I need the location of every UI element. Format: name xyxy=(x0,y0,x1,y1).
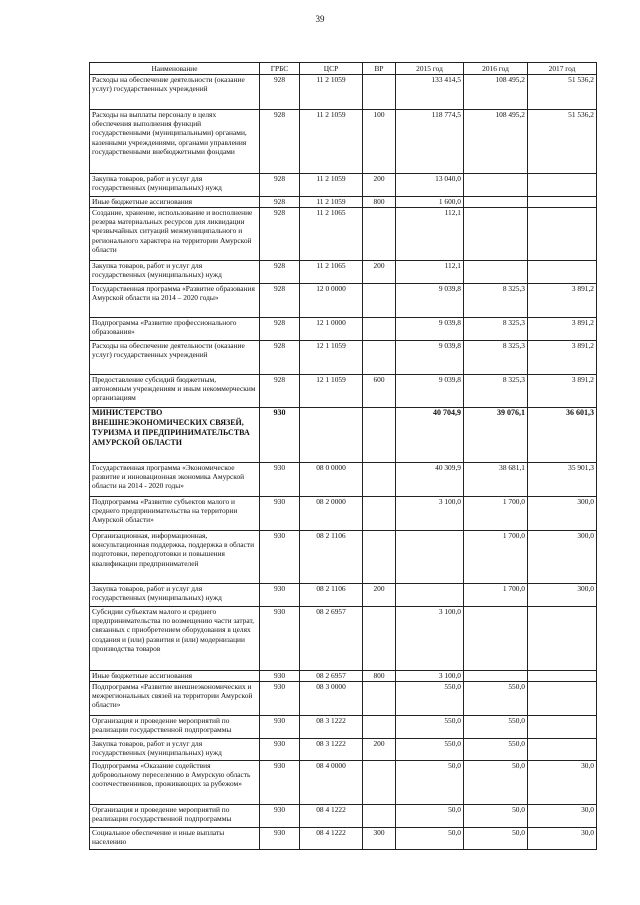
table-row xyxy=(90,408,597,463)
row-grbs-cell: 930 xyxy=(260,463,300,497)
row-2017-cell xyxy=(528,739,597,761)
row-2015-cell: 550,0 xyxy=(396,716,464,739)
table-row xyxy=(90,607,597,671)
row-2015-cell: 550,0 xyxy=(396,682,464,716)
row-vr-cell: 200 xyxy=(363,261,396,284)
budget-table xyxy=(89,62,597,850)
row-2016-cell xyxy=(464,671,528,682)
row-vr-cell: 300 xyxy=(363,828,396,850)
row-grbs-cell: 930 xyxy=(260,497,300,531)
row-grbs-cell: 928 xyxy=(260,174,300,197)
row-2016-cell: 108 495,2 xyxy=(464,110,528,174)
table-row xyxy=(90,197,597,208)
row-2015-cell xyxy=(396,531,464,584)
row-csr-cell: 11 2 1059 xyxy=(300,75,363,110)
row-2016-cell: 8 325,3 xyxy=(464,284,528,318)
row-name-cell: Организация и проведение мероприятий по реализации государственной подпрограммы xyxy=(90,716,260,739)
table-row xyxy=(90,375,597,408)
row-csr-cell: 08 3 1222 xyxy=(300,716,363,739)
row-2017-cell: 36 601,3 xyxy=(528,408,597,463)
row-csr-cell: 11 2 1059 xyxy=(300,110,363,174)
row-vr-cell xyxy=(363,682,396,716)
table-row xyxy=(90,284,597,318)
row-csr-cell: 08 3 0000 xyxy=(300,682,363,716)
row-name-cell: Расходы на выплаты персоналу в целях обеспечения выполнения функций государственными (муниципальными) органами, казенными учреждениями, органами управления государственными внебюджетными фондами xyxy=(90,110,260,174)
row-csr-cell: 11 2 1065 xyxy=(300,261,363,284)
row-grbs-cell: 928 xyxy=(260,375,300,408)
row-2017-cell: 300,0 xyxy=(528,531,597,584)
table-row xyxy=(90,110,597,174)
row-vr-cell xyxy=(363,284,396,318)
header-name: Наименование xyxy=(90,63,260,75)
row-2017-cell: 3 891,2 xyxy=(528,284,597,318)
row-2017-cell xyxy=(528,174,597,197)
row-csr-cell: 08 3 1222 xyxy=(300,739,363,761)
row-csr-cell xyxy=(300,408,363,463)
table-row xyxy=(90,828,597,850)
row-csr-cell: 12 1 1059 xyxy=(300,341,363,375)
row-csr-cell: 08 2 6957 xyxy=(300,671,363,682)
row-2015-cell: 112,1 xyxy=(396,261,464,284)
row-csr-cell: 08 0 0000 xyxy=(300,463,363,497)
table-header-row xyxy=(90,63,597,75)
row-vr-cell: 100 xyxy=(363,110,396,174)
row-grbs-cell: 930 xyxy=(260,531,300,584)
table-row xyxy=(90,761,597,805)
row-2016-cell: 8 325,3 xyxy=(464,318,528,341)
row-csr-cell: 08 2 1106 xyxy=(300,531,363,584)
row-2015-cell: 3 100,0 xyxy=(396,671,464,682)
row-csr-cell: 12 1 0000 xyxy=(300,318,363,341)
row-grbs-cell: 930 xyxy=(260,805,300,828)
row-grbs-cell: 928 xyxy=(260,110,300,174)
table-row xyxy=(90,341,597,375)
table-row xyxy=(90,261,597,284)
row-2016-cell: 8 325,3 xyxy=(464,341,528,375)
table-row xyxy=(90,682,597,716)
row-2017-cell: 51 536,2 xyxy=(528,110,597,174)
row-name-cell: Социальное обеспечение и иные выплаты населению xyxy=(90,828,260,850)
row-2016-cell: 8 325,3 xyxy=(464,375,528,408)
table-row xyxy=(90,497,597,531)
table-row xyxy=(90,174,597,197)
row-2017-cell xyxy=(528,671,597,682)
row-2015-cell: 9 039,8 xyxy=(396,284,464,318)
row-2015-cell: 112,1 xyxy=(396,208,464,261)
row-grbs-cell: 930 xyxy=(260,716,300,739)
row-2016-cell xyxy=(464,208,528,261)
row-2017-cell: 30,0 xyxy=(528,761,597,805)
row-vr-cell xyxy=(363,318,396,341)
row-2017-cell xyxy=(528,208,597,261)
row-vr-cell xyxy=(363,463,396,497)
row-name-cell: Подпрограмма «Развитие профессионального образования» xyxy=(90,318,260,341)
row-name-cell: Закупка товаров, работ и услуг для государственных (муниципальных) нужд xyxy=(90,261,260,284)
row-2017-cell xyxy=(528,607,597,671)
row-vr-cell xyxy=(363,607,396,671)
row-name-cell: Государственная программа «Развитие образования Амурской области на 2014 – 2020 годы» xyxy=(90,284,260,318)
row-name-cell: Закупка товаров, работ и услуг для государственных (муниципальных) нужд xyxy=(90,739,260,761)
row-name-cell: Предоставление субсидий бюджетным, автономным учреждениям и иным некоммерческим организациям xyxy=(90,375,260,408)
row-grbs-cell: 930 xyxy=(260,739,300,761)
row-2016-cell: 50,0 xyxy=(464,761,528,805)
row-grbs-cell: 928 xyxy=(260,197,300,208)
header-vr: ВР xyxy=(363,63,396,75)
row-grbs-cell: 928 xyxy=(260,284,300,318)
row-csr-cell: 08 4 1222 xyxy=(300,805,363,828)
row-vr-cell xyxy=(363,408,396,463)
row-2015-cell: 13 040,0 xyxy=(396,174,464,197)
row-name-cell: МИНИСТЕРСТВО ВНЕШНЕЭКОНОМИЧЕСКИХ СВЯЗЕЙ, ТУРИЗМА И ПРЕДПРИНИМАТЕЛЬСТВА АМУРСКОЙ ОБЛАСТИ xyxy=(90,408,260,463)
row-name-cell: Подпрограмма «Развитие субъектов малого и среднего предпринимательства на территории Амурской области» xyxy=(90,497,260,531)
header-grbs: ГРБС xyxy=(260,63,300,75)
row-vr-cell: 200 xyxy=(363,584,396,607)
row-2016-cell: 50,0 xyxy=(464,805,528,828)
row-name-cell: Государственная программа «Экономическое развитие и инновационная экономика Амурской области на 2014 - 2020 годы» xyxy=(90,463,260,497)
row-2015-cell: 133 414,5 xyxy=(396,75,464,110)
header-2016: 2016 год xyxy=(464,63,528,75)
row-name-cell: Субсидии субъектам малого и среднего предпринимательства по возмещению части затрат, связанных с приобретением оборудования в целях создания и (или) развития и (или) модернизации производства товаров xyxy=(90,607,260,671)
row-2016-cell xyxy=(464,607,528,671)
row-name-cell: Расходы на обеспечение деятельности (оказание услуг) государственных учреждений xyxy=(90,341,260,375)
row-grbs-cell: 930 xyxy=(260,671,300,682)
row-2015-cell: 40 704,9 xyxy=(396,408,464,463)
row-name-cell: Организационная, информационная, консультационная поддержка, поддержка в области подготовки, переподготовки и повышения квалификации предпринимателей xyxy=(90,531,260,584)
row-vr-cell: 200 xyxy=(363,174,396,197)
row-name-cell: Закупка товаров, работ и услуг для государственных (муниципальных) нужд xyxy=(90,174,260,197)
row-grbs-cell: 930 xyxy=(260,607,300,671)
table-row xyxy=(90,739,597,761)
table-row xyxy=(90,584,597,607)
row-grbs-cell: 930 xyxy=(260,828,300,850)
row-2016-cell: 550,0 xyxy=(464,716,528,739)
row-vr-cell xyxy=(363,805,396,828)
header-2017: 2017 год xyxy=(528,63,597,75)
row-2016-cell: 1 700,0 xyxy=(464,497,528,531)
row-2015-cell: 1 600,0 xyxy=(396,197,464,208)
row-2015-cell: 9 039,8 xyxy=(396,341,464,375)
row-name-cell: Подпрограмма «Оказание содействия добровольному переселению в Амурскую область соотечественников, проживающих за рубежом» xyxy=(90,761,260,805)
row-vr-cell: 800 xyxy=(363,197,396,208)
row-vr-cell xyxy=(363,208,396,261)
row-vr-cell: 800 xyxy=(363,671,396,682)
row-grbs-cell: 930 xyxy=(260,761,300,805)
row-2016-cell: 1 700,0 xyxy=(464,584,528,607)
row-2015-cell: 50,0 xyxy=(396,761,464,805)
row-2015-cell: 118 774,5 xyxy=(396,110,464,174)
row-name-cell: Иные бюджетные ассигнования xyxy=(90,197,260,208)
header-2015: 2015 год xyxy=(396,63,464,75)
row-vr-cell xyxy=(363,341,396,375)
row-grbs-cell: 928 xyxy=(260,318,300,341)
row-grbs-cell: 928 xyxy=(260,75,300,110)
row-2015-cell: 50,0 xyxy=(396,805,464,828)
row-2017-cell: 300,0 xyxy=(528,497,597,531)
row-2015-cell: 9 039,8 xyxy=(396,318,464,341)
row-grbs-cell: 928 xyxy=(260,341,300,375)
row-2016-cell xyxy=(464,197,528,208)
row-2015-cell: 9 039,8 xyxy=(396,375,464,408)
row-2016-cell xyxy=(464,261,528,284)
row-2015-cell: 50,0 xyxy=(396,828,464,850)
table-row xyxy=(90,671,597,682)
row-2017-cell: 300,0 xyxy=(528,584,597,607)
row-vr-cell: 200 xyxy=(363,739,396,761)
row-2017-cell: 3 891,2 xyxy=(528,375,597,408)
row-2016-cell: 1 700,0 xyxy=(464,531,528,584)
row-2017-cell: 30,0 xyxy=(528,805,597,828)
row-csr-cell: 11 2 1065 xyxy=(300,208,363,261)
table-row xyxy=(90,716,597,739)
row-grbs-cell: 928 xyxy=(260,208,300,261)
row-2016-cell: 108 495,2 xyxy=(464,75,528,110)
row-vr-cell xyxy=(363,497,396,531)
row-2017-cell xyxy=(528,197,597,208)
row-name-cell: Иные бюджетные ассигнования xyxy=(90,671,260,682)
row-name-cell: Организация и проведение мероприятий по реализации государственной подпрограммы xyxy=(90,805,260,828)
row-2015-cell xyxy=(396,584,464,607)
row-grbs-cell: 930 xyxy=(260,408,300,463)
row-grbs-cell: 930 xyxy=(260,682,300,716)
page-number: 39 xyxy=(315,14,325,24)
row-vr-cell: 600 xyxy=(363,375,396,408)
row-name-cell: Расходы на обеспечение деятельности (оказание услуг) государственных учреждений xyxy=(90,75,260,110)
row-grbs-cell: 930 xyxy=(260,584,300,607)
table-row xyxy=(90,531,597,584)
row-2015-cell: 3 100,0 xyxy=(396,497,464,531)
row-vr-cell xyxy=(363,75,396,110)
row-csr-cell: 11 2 1059 xyxy=(300,197,363,208)
row-2017-cell xyxy=(528,716,597,739)
table-row xyxy=(90,318,597,341)
row-2016-cell: 39 076,1 xyxy=(464,408,528,463)
row-2017-cell: 35 901,3 xyxy=(528,463,597,497)
row-csr-cell: 12 1 1059 xyxy=(300,375,363,408)
row-2015-cell: 550,0 xyxy=(396,739,464,761)
row-2016-cell: 38 681,1 xyxy=(464,463,528,497)
row-name-cell: Подпрограмма «Развитие внешнеэкономических и межрегиональных связей на территории Амурской области» xyxy=(90,682,260,716)
row-grbs-cell: 928 xyxy=(260,261,300,284)
table-row xyxy=(90,463,597,497)
row-name-cell: Закупка товаров, работ и услуг для государственных (муниципальных) нужд xyxy=(90,584,260,607)
row-2017-cell xyxy=(528,261,597,284)
row-vr-cell xyxy=(363,531,396,584)
row-2016-cell xyxy=(464,174,528,197)
row-2017-cell: 51 536,2 xyxy=(528,75,597,110)
row-csr-cell: 11 2 1059 xyxy=(300,174,363,197)
row-vr-cell xyxy=(363,716,396,739)
row-csr-cell: 08 4 0000 xyxy=(300,761,363,805)
row-2016-cell: 50,0 xyxy=(464,828,528,850)
row-2017-cell: 30,0 xyxy=(528,828,597,850)
header-csr: ЦСР xyxy=(300,63,363,75)
row-2016-cell: 550,0 xyxy=(464,739,528,761)
row-2015-cell: 3 100,0 xyxy=(396,607,464,671)
row-2017-cell: 3 891,2 xyxy=(528,318,597,341)
row-2015-cell: 40 309,9 xyxy=(396,463,464,497)
row-csr-cell: 08 4 1222 xyxy=(300,828,363,850)
row-2017-cell xyxy=(528,682,597,716)
row-csr-cell: 12 0 0000 xyxy=(300,284,363,318)
table-row xyxy=(90,208,597,261)
row-csr-cell: 08 2 6957 xyxy=(300,607,363,671)
row-name-cell: Создание, хранение, использование и восполнение резерва материальных ресурсов для ликвидации чрезвычайных ситуаций межмуниципального и регионального характера на территории Амурской области xyxy=(90,208,260,261)
row-csr-cell: 08 2 1106 xyxy=(300,584,363,607)
row-2017-cell: 3 891,2 xyxy=(528,341,597,375)
row-vr-cell xyxy=(363,761,396,805)
row-csr-cell: 08 2 0000 xyxy=(300,497,363,531)
table-row xyxy=(90,805,597,828)
table-row xyxy=(90,75,597,110)
row-2016-cell: 550,0 xyxy=(464,682,528,716)
